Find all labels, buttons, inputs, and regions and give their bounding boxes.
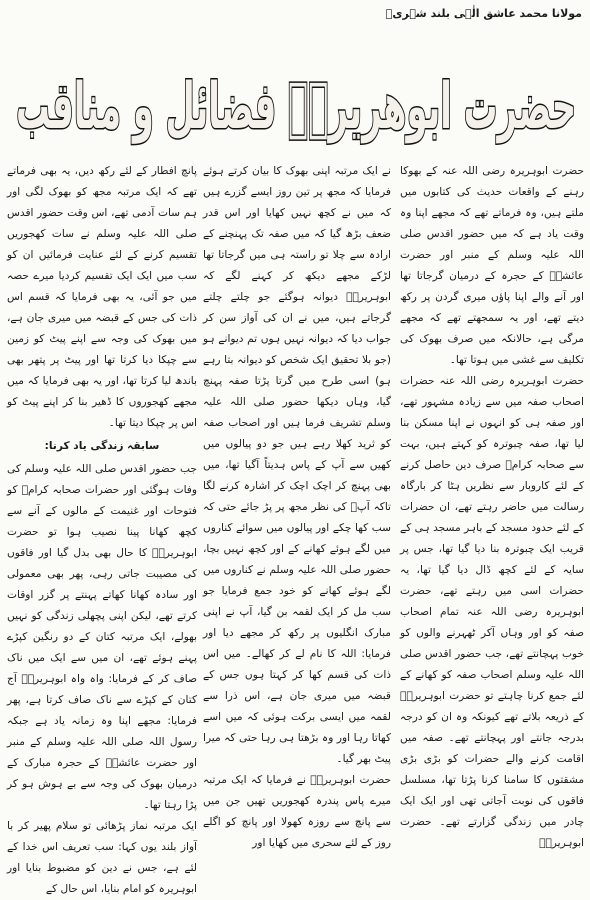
paragraph: پانچ افطار کے لئے رکھ دیں، یہ بھی فرماتے تھے کہ ایک مرتبہ مجھ کو بھوک لگی اور ہم سات آدمی تھے، اس وقت حضور اقدس صلی اللہ علیہ وسلم نے سات کھجوریں تقسیم کرنے کے لئے عنایت فرمائیں ان کو سب میں ایک ایک تقسیم کردیا میرے حصہ میں جو آئی، یہ بھی فرمایا کہ قسم اس ذات کی جس کے قبضہ میں میری جان ہے، میں بھوک کی وجہ سے اپنے پیٹ کو زمین سے چپکا دیا کرتا تھا اور پیٹ پر پتھر بھی باندھ لیا کرتا تھا، اور یہ بھی فرمایا کہ میں مجھے کھجوروں کا ڈھیر بنا کر اپنے پیٹ کو اس پر چپکا دیتا تھا۔ [7, 165, 197, 429]
column-left [7, 161, 197, 895]
paragraph: حضرت ابوہریرہ رضی اللہ عنہ کے بھوکا رہنے کے واقعات حدیث کی کتابوں میں ملتے ہیں، وہ فرماتے تھے کہ مجھے اپنا وہ وقت یاد ہے کہ میں حضور اقدس صلی اللہ علیہ وسلم کے منبر اور حضرت عائشہؓ کے حجرہ کے درمیان گرجاتا تھا اور آنے والے اپنا پاؤں میری گردن پر رکھ دیتے تھے، اور یہ سمجھتے تھے کہ مجھے مرگی ہے، حالانکہ میں صرف بھوک کی تکلیف سے غشی میں ہوتا تھا۔ [400, 165, 584, 366]
paragraph: حضرت ابوہریرہؓ نے فرمایا کہ ایک مرتبہ میرے پاس پندرہ کھجوریں تھیں جن میں سے پانچ سے روزہ کھولا اور پانچ کو اگلے روز کے لئے سحری میں کھایا اور [203, 774, 391, 849]
paragraph: ایک مرتبہ نماز پڑھائی تو سلام پھیر کر با آواز بلند یوں کہا: سب تعریف اس خدا کے لئے ہے، جس نے دین کو مضبوط بنایا اور ابوہریرہ کو امام بنایا، اس حال کے [7, 820, 197, 895]
column-right [400, 161, 584, 849]
section-subheading: سابقہ زندگی یاد کرنا: [44, 440, 160, 452]
column-middle [203, 161, 391, 849]
paragraph: جب حضور اقدس صلی اللہ علیہ وسلم کی وفات ہوگئی اور حضرات صحابہ کرامؓ کو فتوحات اور غنیمت کے مالوں کے آنے سے کچھ کھانا پینا نصیب ہوا تو حضرت ابوہریرہؓ کا حال بھی بدل گیا اور فاقوں کی مصیبت جاتی رہی، پھر بھی معمولی اور سادہ کھانا کھاتے پہنتے پر گزر اوقات کرتے تھے، لیکن اپنی پچھلی زندگی کو نہیں بھولے، ایک مرتبہ کتان کے دو رنگین کپڑے پہنے ہوئے تھے، ان میں سے ایک میں ناک صاف کر کے فرمایا: واہ واہ ابوہریرہؓ آج کتان کے کپڑے سے ناک صاف کرتا ہے، پھر فرمایا: مجھے اپنا وہ زمانہ یاد ہے جبکہ رسول اللہ صلی اللہ علیہ وسلم کے منبر اور حضرت عائشہؓ کے حجرہ مبارک کے درمیان بھوک کی وجہ سے بے ہوش ہو کر پڑا رہتا تھا۔ [7, 463, 197, 811]
author-name: مولانا محمد عاشق الٰہی بلند شہریؒ [385, 7, 582, 20]
article-title [10, 52, 582, 148]
article-title-outline: حضرت ابوھریرہؓ فضائل و مناقب [16, 70, 576, 144]
title-banner [10, 52, 582, 148]
paragraph: حضرت ابوہریرہ رضی اللہ عنہ حضرات اصحاب صفہ میں سے زیادہ مشہور تھے، اور صفہ ہی کو انہوں نے اپنا مسکن بنا لیا تھا، صفہ چبوترہ کو کہتے ہیں، بہت سے صحابہ کرامؓ صرف دین حاصل کرنے کے لئے کاروبار سے نظریں ہٹا کر بارگاہ رسالت میں حاضر رہتے تھے، ان حضرات کے لئے حدود مسجد کے باہر مسجد ہی کے قریب ایک چبوترہ بنا دیا گیا تھا، جس پر سایہ کے لئے کچھ ڈال دیا گیا تھا، یہ حضرات اسی میں رہتے تھے، حضرت ابوہریرہ رضی اللہ عنہ تمام اصحاب صفہ کو اور وہاں آکر ٹھہرنے والوں کو خوب پہچانتے تھے، جب حضور اقدس صلی اللہ علیہ وسلم اصحاب صفہ کو کھانے کے لئے جمع کرنا چاہتے تو حضرت ابوہریرہؓ کے ذریعہ بلاتے تھے کیونکہ وہ ان کو درجہ بدرجہ جانتے اور پہچانتے تھے۔ صفہ میں اقامت کرنے والے حضرات کو بڑی بڑی مشقتوں کا سامنا کرنا پڑتا تھا، مسلسل فاقوں کی نوبت آجاتی تھی اور ایک ایک چادر میں زندگی گزارتے تھے۔ حضرت ابوہریرہؓ [400, 375, 584, 849]
paragraph: نے ایک مرتبہ اپنی بھوک کا بیان کرتے ہوئے فرمایا کہ مجھ پر تین روز ایسے گزرے ہیں کہ میں نے کچھ نہیں کھایا اور اس قدر ضعف بڑھ گیا کہ میں صفہ تک پہنچنے کے ارادہ سے چلا تو راستہ ہی میں گرجاتا تھا لڑکے مجھے دیکھ کر کہنے لگے کہ ابوہریرہؓ دیوانہ ہوگئے جو چلتے چلتے گرجاتے ہیں، میں نے ان کی آواز سن کر جواب دیا کہ دیوانہ نہیں ہوں تم دیوانے ہو (جو بلا تحقیق ایک شخص کو دیوانہ بتا رہے ہو) اسی طرح میں گرتا پڑتا صفہ پہنچ گیا، وہاں دیکھا حضور صلی اللہ علیہ وسلم تشریف فرما ہیں اور اصحاب صفہ کو ثرید کھلا رہے ہیں جو دو پیالوں میں کھیں سے آپ کے پاس ہدیتاً آگیا تھا، میں بھی پہنچ کر اچک اچک کر اشارہ کرنے لگا تاکہ آپؐ کی نظر مجھ پر پڑ جائے حتی کہ سب کھا چکے اور پیالوں میں سوائے کناروں میں لگے ہوئے کھانے کے اور کچھ نہیں بچا، حضور صلی اللہ علیہ وسلم نے کناروں میں لگے ہوئے کھانے کو خود جمع فرمایا جو سب مل کر ایک لقمہ بن گیا، آپ نے اپنی مبارک انگلیوں پر رکھ کر مجھے دیا اور فرمایا: اللہ کا نام لے کر کھالے۔ میں اس ذات کی قسم کھا کر کہتا ہوں جس کے قبضہ میں میری جان ہے، اس ذرا سے لقمہ میں ایسی برکت ہوئی کہ میں اسے کھاتا رہا اور وہ بڑھتا ہی رہا حتی کہ میرا پیٹ بھر گیا۔ [203, 165, 391, 765]
